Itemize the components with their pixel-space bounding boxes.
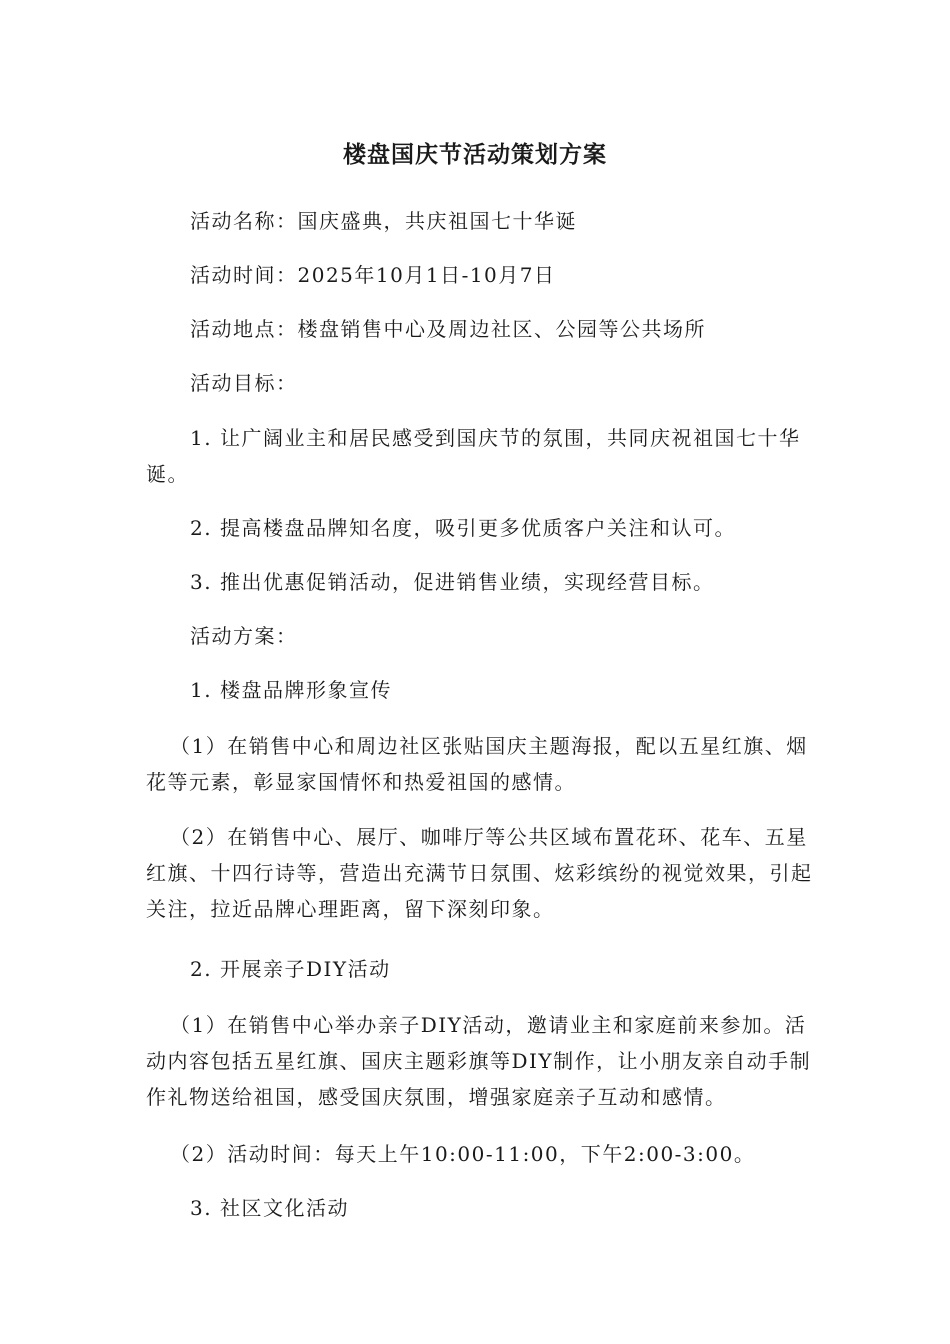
paragraph-activity-name: 活动名称：国庆盛典，共庆祖国七十华诞 [190,209,577,233]
paragraph-plan-3-heading: 3. 社区文化活动 [190,1196,349,1220]
paragraph-plan-2-heading: 2. 开展亲子DIY活动 [190,957,391,981]
paragraph-activity-time: 活动时间：2025年10月1日-10月7日 [190,263,556,287]
paragraph-plan-1-item-1: （1）在销售中心和周边社区张贴国庆主题海报，配以五星红旗、烟花等元素，彰显家国情怀和热爱祖国的感情。 [146,734,808,794]
page-title: 楼盘国庆节活动策划方案 [343,142,607,168]
paragraph-plan-1-heading: 1. 楼盘品牌形象宣传 [190,678,392,702]
paragraph-activity-goals-heading: 活动目标： [190,371,298,395]
paragraph-goal-3: 3. 推出优惠促销活动，促进销售业绩，实现经营目标。 [190,570,715,594]
paragraph-plan-2-item-2: （2）活动时间：每天上午10:00-11:00，下午2:00-3:00。 [170,1142,756,1166]
paragraph-goal-1: 1. 让广阔业主和居民感受到国庆节的氛围，共同庆祝祖国七十华诞。 [146,426,801,486]
paragraph-goal-2: 2. 提高楼盘品牌知名度，吸引更多优质客户关注和认可。 [190,516,736,540]
paragraph-plan-heading: 活动方案： [190,624,298,648]
paragraph-plan-2-item-1: （1）在销售中心举办亲子DIY活动，邀请业主和家庭前来参加。活动内容包括五星红旗、国庆主题彩旗等DIY制作，让小朋友亲自动手制作礼物送给祖国，感受国庆氛围，增强家庭亲子互动和感情。 [146,1013,812,1109]
paragraph-activity-location: 活动地点：楼盘销售中心及周边社区、公园等公共场所 [190,317,706,341]
paragraph-plan-1-item-2: （2）在销售中心、展厅、咖啡厅等公共区域布置花环、花车、五星红旗、十四行诗等，营造出充满节日氛围、炫彩缤纷的视觉效果，引起关注，拉近品牌心理距离，留下深刻印象。 [146,825,813,921]
